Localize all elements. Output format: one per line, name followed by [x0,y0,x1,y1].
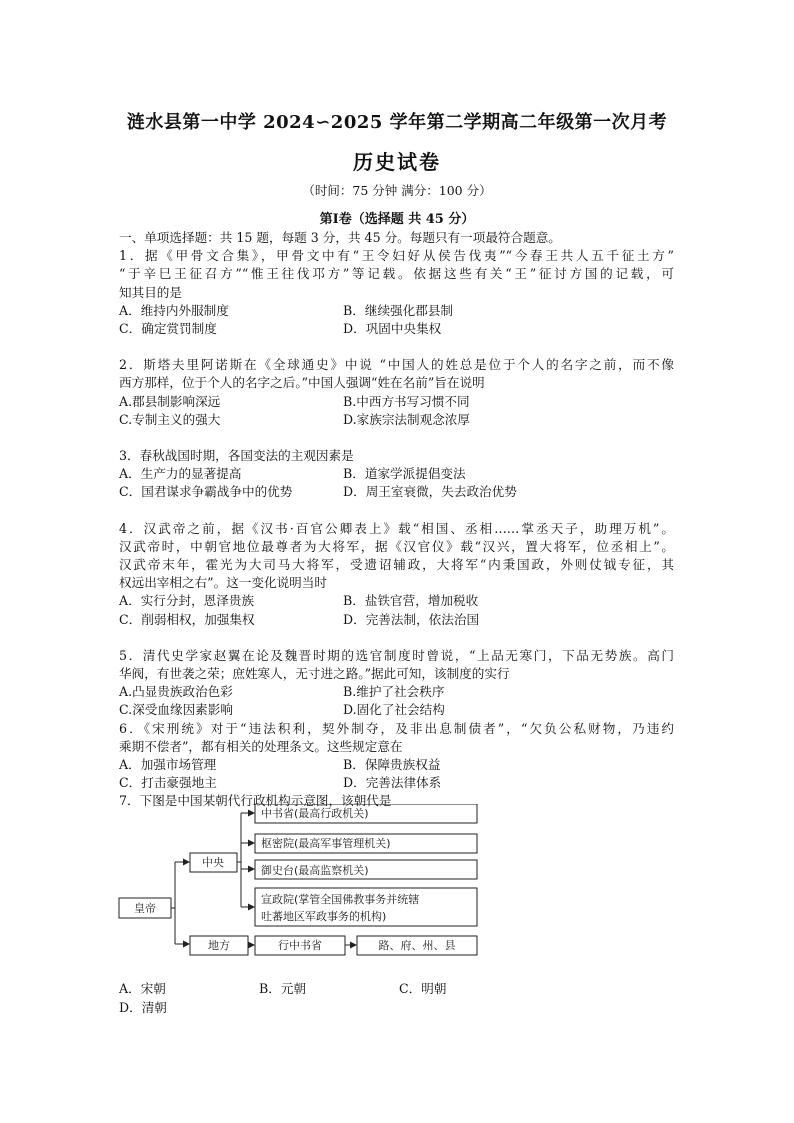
question-3-options-row-1 [119,465,674,483]
question-6-options-row-1 [119,756,674,774]
shumi-label: 枢密院(最高军事管理机关) [261,837,391,850]
option-b: B．盐铁官营，增加税收 [343,593,479,609]
question-2-options-row-2 [119,411,674,429]
question-6-line-2: 乘期不偿者”，都有相关的处理条文。这些规定意在 [119,738,403,754]
exam-school-title: 涟水县第一中学 2024∽2025 学年第二学期高二年级第一次月考 [126,112,668,133]
question-2-line-1: 2．斯塔夫里阿诺斯在《全球通史》中说 “中国人的姓总是位于个人的名字之前，而不像 [119,357,674,373]
question-5 [119,647,674,720]
option-c: C．确定赏罚制度 [119,321,217,337]
option-d: D．周王室衰微，失去政治优势 [343,484,517,500]
questions-body [119,229,674,811]
question-2 [119,356,674,429]
question-3-options-row-2 [119,483,674,501]
central-label: 中央 [202,856,224,869]
question-1-line-2: “于辛巳王征召方”“惟王往伐邛方”等记载。依据这些有关“王”征讨方国的记载，可 [119,266,674,282]
question-5-options-row-1 [119,683,674,701]
option-a: A.凸显贵族政治色彩 [119,684,233,700]
question-3-line-1: 3．春秋战国时期，各国变法的主观因素是 [119,448,354,464]
option-d: D.家族宗法制观念浓厚 [343,411,470,427]
option-d: D．完善法律体系 [343,775,442,791]
option-c: C.专制主义的强大 [119,411,221,427]
emperor-label: 皇帝 [134,902,156,915]
option-c: C．明朝 [399,981,447,996]
option-a: A．加强市场管理 [119,757,217,773]
question-1-line-1: 1．据《甲骨文合集》，甲骨文中有“王令妇好从侯告伐夷”“今春王共人五千征土方” [119,248,674,264]
option-a: A．生产力的显著提高 [119,466,242,482]
question-5-options-row-2 [119,701,674,719]
option-b: B．元朝 [259,981,307,996]
exam-subject-title: 历史试卷 [353,150,441,174]
yushi-label: 御史台(最高监察机关) [261,864,369,877]
option-b: B.维护了社会秩序 [343,684,445,700]
xuanzheng-label-1: 宣政院(掌管全国佛教事务并统辖 [261,893,420,906]
section-instruction: 一、单项选择题：共 15 题，每题 3 分，共 45 分。每题只有一项最符合题意。 [119,230,561,245]
question-4 [119,520,674,629]
xuanzheng-label-2: 吐蕃地区军政事务的机构) [261,910,387,923]
question-7-line-1: 7．下图是中国某朝代行政机构示意图，该朝代是 [119,793,392,809]
option-b: B．保障贵族权益 [343,757,441,773]
question-4-line-3: 汉武帝末年，霍光为大司马大将军，受遗诏辅政，大将军“内秉国政，外则仗钺专征，其 [119,557,674,573]
zhongshu-label: 中书省(最高行政机关) [261,807,369,820]
question-1-line-3: 知其目的是 [119,284,182,300]
question-4-line-2: 汉武帝时，中朝官地位最尊者为大将军，据《汉官仪》载“汉兴，置大将军，位丞相上”。 [119,538,674,554]
question-1-options-row-2 [119,320,674,338]
option-d: D．巩固中央集权 [343,321,442,337]
option-c: C.深受血缘因素影响 [119,702,233,718]
option-a: A．宋朝 [119,981,166,996]
question-2-line-2: 西方那样，位于个人的名字之后。”中国人强调“姓在名前”旨在说明 [119,375,485,391]
question-4-line-1: 4．汉武帝之前，据《汉书·百官公卿表上》载“相国、丞相……掌丞天子，助理万机”。 [119,520,674,536]
option-b: B．继续强化郡县制 [343,302,454,318]
question-6-options-row-2 [119,774,674,792]
exam-time-info: （时间：75 分钟 满分：100 分） [302,183,492,198]
question-4-line-4: 权远出宰相之右”。这一变化说明当时 [119,575,327,591]
question-1-options-row-1 [119,302,674,320]
question-5-line-2: 华阀，有世袭之荣；庶姓寒人，无寸进之路。”据此可知，该制度的实行 [119,666,510,682]
local-label: 地方 [208,939,230,952]
option-a: A．实行分封，恩泽贵族 [119,593,255,609]
section-title: 第Ⅰ卷（选择题 共 45 分） [319,212,475,227]
question-2-options-row-1 [119,393,674,411]
option-c: C．国君谋求争霸战争中的优势 [119,484,293,500]
administrative-structure-diagram [117,804,487,966]
question-6-line-1: 6．《宋刑统》对于“违法积利，契外制夺，及非出息制债者”，“欠负公私财物，乃违约 [119,720,674,736]
option-c: C．削弱相权，加强集权 [119,611,255,627]
question-6 [119,720,674,793]
option-c: C．打击豪强地主 [119,775,217,791]
option-d: D．清朝 [119,1000,167,1015]
option-d: D.固化了社会结构 [343,702,445,718]
xingzhong-label: 行中书省 [278,939,322,952]
question-4-options-row-2 [119,611,674,629]
option-b: B.中西方书写习惯不同 [343,393,470,409]
question-3 [119,447,674,502]
question-1 [119,247,674,338]
question-4-options-row-1 [119,592,674,610]
lufu-label: 路、府、州、县 [378,939,456,952]
option-a: A．维持内外服制度 [119,302,229,318]
question-5-line-1: 5．清代史学家赵翼在论及魏晋时期的选官制度时曾说，“上品无寒门，下品无势族。高门 [119,647,674,663]
option-b: B．道家学派提倡变法 [343,466,466,482]
option-a: A.郡县制影响深远 [119,393,221,409]
option-d: D．完善法制，依法治国 [343,611,480,627]
question-7-options [119,978,674,1016]
